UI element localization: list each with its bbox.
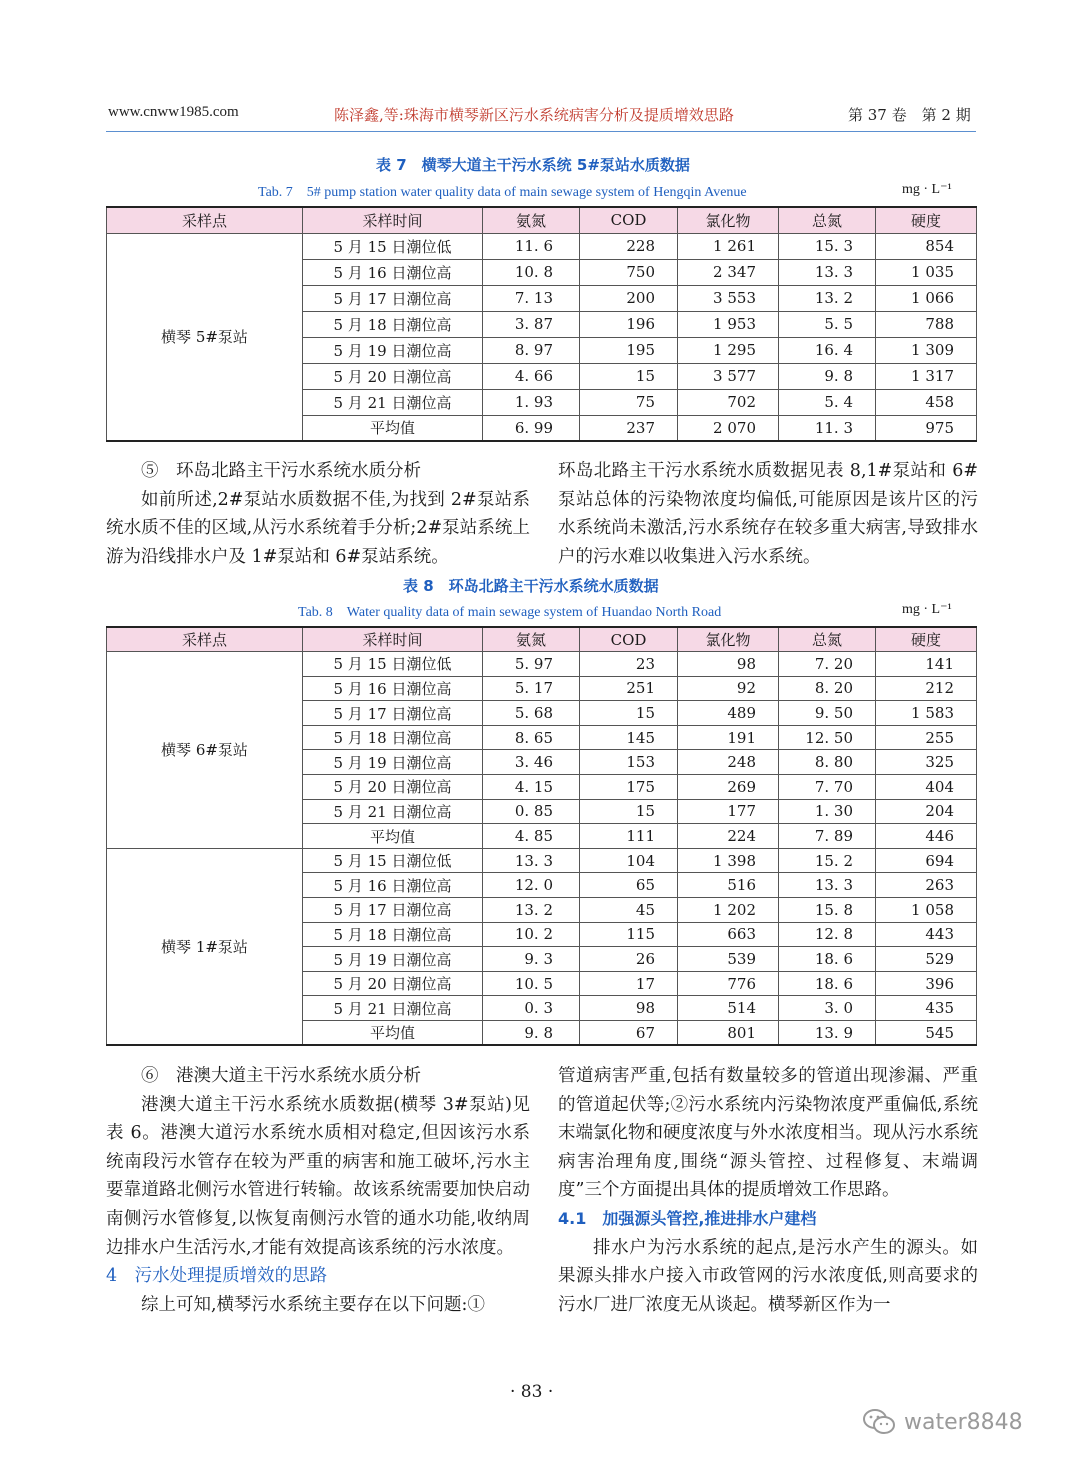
table-cell: 750 — [580, 259, 678, 285]
table-cell: 8. 97 — [483, 337, 580, 363]
table-cell: 8. 20 — [779, 676, 876, 701]
sampling-time: 5 月 15 日潮位低 — [303, 652, 483, 677]
table-cell: 4. 85 — [483, 824, 580, 849]
table-cell: 195 — [580, 337, 678, 363]
table-cell: 269 — [678, 775, 779, 800]
table-cell: 75 — [580, 389, 678, 415]
column-header: 采样点 — [107, 207, 303, 233]
sampling-time: 5 月 19 日潮位高 — [303, 337, 483, 363]
table8 — [106, 626, 977, 1046]
table-row — [107, 848, 977, 873]
table-cell: 1 953 — [678, 311, 779, 337]
section4-left-paragraph: 综上可知,横琴污水系统主要存在以下问题:① — [141, 1294, 485, 1315]
table-cell: 9. 50 — [779, 701, 876, 726]
sampling-time: 5 月 21 日潮位高 — [303, 389, 483, 415]
table-cell: 3 577 — [678, 363, 779, 389]
table-cell: 212 — [876, 676, 977, 701]
table-cell: 5. 4 — [779, 389, 876, 415]
column-header: 总氮 — [779, 627, 876, 652]
right-column-lower — [558, 1062, 978, 1319]
table-cell: 0. 3 — [483, 996, 580, 1021]
section6-heading: ⑥ 港澳大道主干污水系统水质分析 — [141, 1066, 421, 1086]
table-cell: 141 — [876, 652, 977, 677]
table-cell: 776 — [678, 971, 779, 996]
volume-issue: 第 37 卷 第 2 期 — [848, 106, 971, 124]
table-cell: 15 — [580, 701, 678, 726]
table-cell: 8. 65 — [483, 725, 580, 750]
column-header: 总氮 — [779, 207, 876, 233]
sampling-station: 横琴 6#泵站 — [107, 652, 303, 849]
table-cell: 13. 9 — [779, 1021, 876, 1046]
watermark-text: water8848 — [904, 1409, 1023, 1435]
table-cell: 694 — [876, 848, 977, 873]
table7-unit: mg · L⁻¹ — [902, 182, 952, 197]
table-row — [107, 652, 977, 677]
table-cell: 255 — [876, 725, 977, 750]
section5-heading: ⑤ 环岛北路主干污水系统水质分析 — [141, 461, 421, 481]
table-cell: 92 — [678, 676, 779, 701]
table-cell: 104 — [580, 848, 678, 873]
table-cell: 516 — [678, 873, 779, 898]
table-cell: 98 — [678, 652, 779, 677]
column-header: COD — [580, 627, 678, 652]
table-cell: 13. 3 — [779, 259, 876, 285]
table-cell: 15. 3 — [779, 233, 876, 259]
column-header: 硬度 — [876, 207, 977, 233]
table-cell: 446 — [876, 824, 977, 849]
table-cell: 6. 99 — [483, 415, 580, 441]
table-cell: 2 347 — [678, 259, 779, 285]
table8-unit: mg · L⁻¹ — [902, 602, 952, 617]
table-cell: 12. 8 — [779, 922, 876, 947]
table-cell: 702 — [678, 389, 779, 415]
table-cell: 3. 0 — [779, 996, 876, 1021]
table-cell: 514 — [678, 996, 779, 1021]
sampling-station: 横琴 1#泵站 — [107, 848, 303, 1045]
table-cell: 4. 15 — [483, 775, 580, 800]
table-cell: 443 — [876, 922, 977, 947]
table-cell: 9. 8 — [779, 363, 876, 389]
column-header: 硬度 — [876, 627, 977, 652]
sampling-time: 5 月 17 日潮位高 — [303, 898, 483, 923]
table-cell: 145 — [580, 725, 678, 750]
journal-website: www.cnww1985.com — [108, 104, 239, 120]
table-cell: 10. 2 — [483, 922, 580, 947]
table-cell: 0. 85 — [483, 799, 580, 824]
table-cell: 489 — [678, 701, 779, 726]
table-cell: 3. 46 — [483, 750, 580, 775]
table-cell: 12. 0 — [483, 873, 580, 898]
column-header: 氨氮 — [483, 207, 580, 233]
table-cell: 545 — [876, 1021, 977, 1046]
table8-caption-cn: 表 8 环岛北路主干污水系统水质数据 — [403, 577, 659, 595]
page-number: · 83 · — [510, 1382, 554, 1402]
table-cell: 23 — [580, 652, 678, 677]
table7-body — [107, 233, 977, 441]
sampling-time: 5 月 18 日潮位高 — [303, 725, 483, 750]
table-cell: 8. 80 — [779, 750, 876, 775]
table-cell: 11. 3 — [779, 415, 876, 441]
table-cell: 975 — [876, 415, 977, 441]
sampling-time: 5 月 17 日潮位高 — [303, 285, 483, 311]
table7 — [106, 206, 977, 442]
sampling-time: 平均值 — [303, 824, 483, 849]
table-cell: 1 058 — [876, 898, 977, 923]
column-header: 采样时间 — [303, 207, 483, 233]
table7-caption-cn: 表 7 横琴大道主干污水系统 5#泵站水质数据 — [376, 156, 690, 174]
sampling-time: 5 月 20 日潮位高 — [303, 363, 483, 389]
sampling-time: 5 月 21 日潮位高 — [303, 799, 483, 824]
section5-block — [106, 457, 530, 571]
sampling-time: 5 月 16 日潮位高 — [303, 676, 483, 701]
table-cell: 529 — [876, 947, 977, 972]
column-header: 氨氮 — [483, 627, 580, 652]
sampling-time: 5 月 19 日潮位高 — [303, 947, 483, 972]
table-cell: 12. 50 — [779, 725, 876, 750]
table-cell: 2 070 — [678, 415, 779, 441]
table-cell: 153 — [580, 750, 678, 775]
sampling-time: 5 月 19 日潮位高 — [303, 750, 483, 775]
running-title: 陈泽鑫,等:珠海市横琴新区污水系统病害分析及提质增效思路 — [334, 106, 734, 124]
table-cell: 7. 20 — [779, 652, 876, 677]
table8-caption-en: Tab. 8 Water quality data of main sewage system of Huandao North Road — [298, 605, 722, 620]
table-cell: 248 — [678, 750, 779, 775]
table-cell: 204 — [876, 799, 977, 824]
table-cell: 18. 6 — [779, 971, 876, 996]
table-cell: 15 — [580, 363, 678, 389]
table-cell: 1 317 — [876, 363, 977, 389]
table-cell: 1 583 — [876, 701, 977, 726]
table8-header-row — [107, 627, 977, 652]
table-cell: 11. 6 — [483, 233, 580, 259]
table-cell: 3. 87 — [483, 311, 580, 337]
sampling-time: 5 月 15 日潮位低 — [303, 233, 483, 259]
table-cell: 396 — [876, 971, 977, 996]
table-cell: 458 — [876, 389, 977, 415]
table-cell: 1. 30 — [779, 799, 876, 824]
column-header: COD — [580, 207, 678, 233]
section41-paragraph: 排水户为污水系统的起点,是污水产生的源头。如果源头排水户接入市政管网的污水浓度低,则高要求的污水厂进厂浓度无从谈起。横琴新区作为一 — [558, 1237, 978, 1315]
table-cell: 67 — [580, 1021, 678, 1046]
wechat-icon — [862, 1408, 896, 1436]
sampling-time: 5 月 16 日潮位高 — [303, 259, 483, 285]
table-cell: 539 — [678, 947, 779, 972]
column-header: 氯化物 — [678, 207, 779, 233]
section6-paragraph: 港澳大道主干污水系统水质数据(横琴 3#泵站)见表 6。港澳大道污水系统水质相对稳定,但因该污水系统南段污水管存在较为严重的病害和施工破坏,污水主要靠道路北侧污水管进行转输。故该系统需要加快启动南侧污水管修复,以恢复南侧污水管的通水功能,收纳周边排水户生活污水,才能有效提高该系统的污水浓度。 — [106, 1094, 530, 1258]
table7-header-row — [107, 207, 977, 233]
section41-heading: 4.1 加强源头管控,推进排水户建档 — [558, 1208, 817, 1228]
column-header: 采样时间 — [303, 627, 483, 652]
table-cell: 788 — [876, 311, 977, 337]
table-cell: 801 — [678, 1021, 779, 1046]
table-cell: 10. 5 — [483, 971, 580, 996]
sampling-time: 平均值 — [303, 415, 483, 441]
table-cell: 1 066 — [876, 285, 977, 311]
table-row — [107, 233, 977, 259]
table-cell: 1 398 — [678, 848, 779, 873]
sampling-time: 5 月 16 日潮位高 — [303, 873, 483, 898]
table-cell: 5. 17 — [483, 676, 580, 701]
section5-right-paragraph: 环岛北路主干污水系统水质数据见表 8,1#泵站和 6#泵站总体的污染物浓度均偏低,可能原因是该片区的污水系统尚未激活,污水系统存在较多重大病害,导致排水户的污水难以收集进入污水系统。 — [558, 461, 978, 567]
table-cell: 177 — [678, 799, 779, 824]
table-cell: 15. 8 — [779, 898, 876, 923]
table-cell: 196 — [580, 311, 678, 337]
table-cell: 98 — [580, 996, 678, 1021]
table-cell: 7. 89 — [779, 824, 876, 849]
table-cell: 251 — [580, 676, 678, 701]
table8-body — [107, 652, 977, 1046]
table-cell: 224 — [678, 824, 779, 849]
table-cell: 404 — [876, 775, 977, 800]
table-cell: 65 — [580, 873, 678, 898]
table-cell: 325 — [876, 750, 977, 775]
table-cell: 1 309 — [876, 337, 977, 363]
table-cell: 13. 3 — [779, 873, 876, 898]
table-cell: 1 202 — [678, 898, 779, 923]
table-cell: 16. 4 — [779, 337, 876, 363]
sampling-time: 5 月 20 日潮位高 — [303, 971, 483, 996]
table-cell: 237 — [580, 415, 678, 441]
table-cell: 115 — [580, 922, 678, 947]
table-cell: 1 295 — [678, 337, 779, 363]
table7-caption-en: Tab. 7 5# pump station water quality data of main sewage system of Hengqin Avenue — [258, 185, 747, 200]
table-cell: 26 — [580, 947, 678, 972]
header-rule — [106, 131, 976, 132]
table-cell: 228 — [580, 233, 678, 259]
sampling-time: 5 月 18 日潮位高 — [303, 922, 483, 947]
section4-right-paragraph: 管道病害严重,包括有数量较多的管道出现渗漏、严重的管道起伏等;②污水系统内污染物浓度严重偏低,系统末端氯化物和硬度浓度与外水浓度相当。现从污水系统病害治理角度,围绕“源头管控、过程修复、末端调度”三个方面提出具体的提质增效工作思路。 — [558, 1066, 978, 1201]
table-cell: 15 — [580, 799, 678, 824]
sampling-station: 横琴 5#泵站 — [107, 233, 303, 441]
left-column-lower — [106, 1062, 530, 1319]
column-header: 采样点 — [107, 627, 303, 652]
table-cell: 13. 2 — [779, 285, 876, 311]
table-cell: 663 — [678, 922, 779, 947]
table-cell: 854 — [876, 233, 977, 259]
table-cell: 18. 6 — [779, 947, 876, 972]
table-cell: 175 — [580, 775, 678, 800]
sampling-time: 5 月 15 日潮位低 — [303, 848, 483, 873]
table-cell: 7. 70 — [779, 775, 876, 800]
table-cell: 45 — [580, 898, 678, 923]
sampling-time: 5 月 20 日潮位高 — [303, 775, 483, 800]
table-cell: 435 — [876, 996, 977, 1021]
table-cell: 263 — [876, 873, 977, 898]
table-cell: 10. 8 — [483, 259, 580, 285]
table-cell: 5. 5 — [779, 311, 876, 337]
sampling-time: 5 月 21 日潮位高 — [303, 996, 483, 1021]
table-cell: 200 — [580, 285, 678, 311]
table-cell: 9. 3 — [483, 947, 580, 972]
table-cell: 5. 97 — [483, 652, 580, 677]
table-cell: 1 035 — [876, 259, 977, 285]
table-cell: 9. 8 — [483, 1021, 580, 1046]
table-cell: 3 553 — [678, 285, 779, 311]
table-cell: 1 261 — [678, 233, 779, 259]
table-cell: 13. 3 — [483, 848, 580, 873]
section4-heading: 4 污水处理提质增效的思路 — [106, 1266, 328, 1287]
watermark — [862, 1404, 1023, 1440]
sampling-time: 平均值 — [303, 1021, 483, 1046]
table-cell: 4. 66 — [483, 363, 580, 389]
table-cell: 5. 68 — [483, 701, 580, 726]
column-header: 氯化物 — [678, 627, 779, 652]
table-cell: 13. 2 — [483, 898, 580, 923]
table-cell: 15. 2 — [779, 848, 876, 873]
table-cell: 191 — [678, 725, 779, 750]
sampling-time: 5 月 17 日潮位高 — [303, 701, 483, 726]
table-cell: 17 — [580, 971, 678, 996]
table-cell: 1. 93 — [483, 389, 580, 415]
table-cell: 7. 13 — [483, 285, 580, 311]
sampling-time: 5 月 18 日潮位高 — [303, 311, 483, 337]
table-cell: 111 — [580, 824, 678, 849]
section5-left-paragraph: 如前所述,2#泵站水质数据不佳,为找到 2#泵站系统水质不佳的区域,从污水系统着手分析;2#泵站系统上游为沿线排水户及 1#泵站和 6#泵站系统。 — [106, 489, 530, 567]
